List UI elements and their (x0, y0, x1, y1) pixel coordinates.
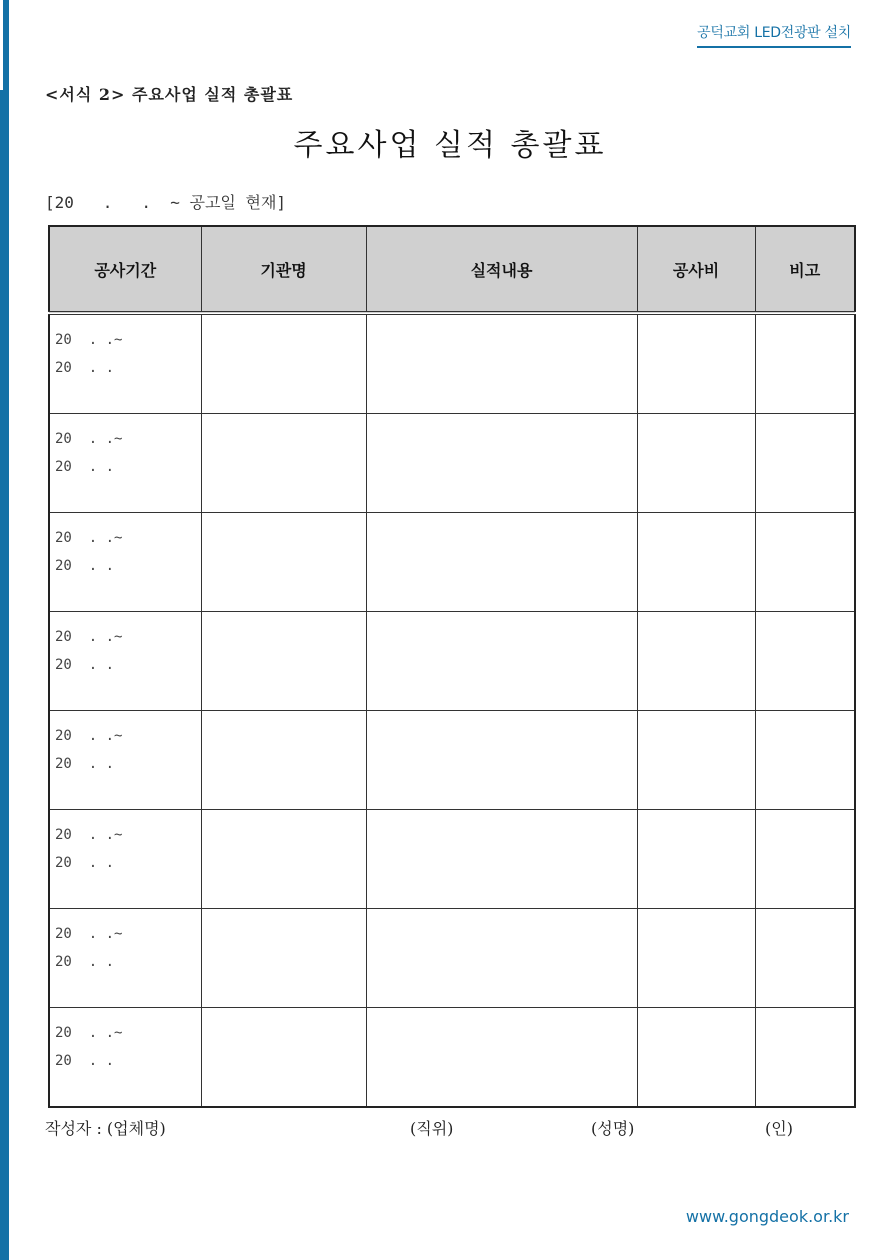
table-row (49, 313, 855, 414)
column-header-agency: 기관명 (201, 226, 366, 313)
author-position-label: (직위) (410, 1119, 454, 1138)
column-header-cost: 공사비 (637, 226, 755, 313)
agency-cell[interactable] (201, 711, 366, 810)
period-start: 20 . .~ (55, 1025, 123, 1041)
period-end: 20 . . (55, 1053, 115, 1069)
period-start: 20 . .~ (55, 728, 123, 744)
table-row (49, 1008, 855, 1108)
column-header-details: 실적내용 (366, 226, 637, 313)
details-cell[interactable] (366, 414, 637, 513)
details-cell[interactable] (366, 313, 637, 414)
remarks-cell[interactable] (755, 414, 855, 513)
document-header-title: 공덕교회 LED전광판 설치 (697, 22, 851, 48)
author-name-label: (성명) (591, 1119, 635, 1138)
details-cell[interactable] (366, 513, 637, 612)
form-number-label: <서식 2> 주요사업 실적 총괄표 (45, 85, 294, 104)
remarks-cell[interactable] (755, 313, 855, 414)
period-start: 20 . .~ (55, 629, 123, 645)
remarks-cell[interactable] (755, 513, 855, 612)
remarks-cell[interactable] (755, 810, 855, 909)
details-cell[interactable] (366, 810, 637, 909)
period-start: 20 . .~ (55, 827, 123, 843)
cost-cell[interactable] (637, 909, 755, 1008)
column-header-remarks: 비고 (755, 226, 855, 313)
period-end: 20 . . (55, 954, 115, 970)
period-start: 20 . .~ (55, 431, 123, 447)
period-end: 20 . . (55, 558, 115, 574)
agency-cell[interactable] (201, 612, 366, 711)
period-cell[interactable] (49, 513, 201, 612)
details-cell[interactable] (366, 612, 637, 711)
table-row (49, 414, 855, 513)
table-row (49, 711, 855, 810)
period-end: 20 . . (55, 855, 115, 871)
remarks-cell[interactable] (755, 909, 855, 1008)
cost-cell[interactable] (637, 810, 755, 909)
details-cell[interactable] (366, 909, 637, 1008)
period-cell[interactable] (49, 414, 201, 513)
period-start: 20 . .~ (55, 332, 123, 348)
column-header-period: 공사기간 (49, 226, 201, 313)
agency-cell[interactable] (201, 810, 366, 909)
period-cell[interactable] (49, 313, 201, 414)
period-cell[interactable] (49, 810, 201, 909)
period-start: 20 . .~ (55, 530, 123, 546)
agency-cell[interactable] (201, 909, 366, 1008)
cost-cell[interactable] (637, 711, 755, 810)
author-company-label: 작성자 : (업체명) (45, 1119, 166, 1138)
author-seal-label: (인) (765, 1119, 793, 1138)
footer-website-link[interactable]: www.gongdeok.or.kr (685, 1207, 849, 1226)
performance-table (48, 225, 856, 1108)
period-end: 20 . . (55, 657, 115, 673)
table-row (49, 513, 855, 612)
author-signature-line (45, 1116, 855, 1142)
cost-cell[interactable] (637, 513, 755, 612)
left-accent-bar (0, 0, 9, 1260)
period-end: 20 . . (55, 756, 115, 772)
date-range: [20 . . ~ 공고일 현재] (45, 193, 287, 212)
period-start: 20 . .~ (55, 926, 123, 942)
period-cell[interactable] (49, 1008, 201, 1108)
agency-cell[interactable] (201, 313, 366, 414)
table-header-row (49, 226, 855, 313)
period-cell[interactable] (49, 711, 201, 810)
period-cell[interactable] (49, 909, 201, 1008)
cost-cell[interactable] (637, 414, 755, 513)
cost-cell[interactable] (637, 1008, 755, 1108)
remarks-cell[interactable] (755, 1008, 855, 1108)
agency-cell[interactable] (201, 414, 366, 513)
agency-cell[interactable] (201, 513, 366, 612)
cost-cell[interactable] (637, 612, 755, 711)
agency-cell[interactable] (201, 1008, 366, 1108)
remarks-cell[interactable] (755, 612, 855, 711)
details-cell[interactable] (366, 711, 637, 810)
period-end: 20 . . (55, 459, 115, 475)
table-row (49, 909, 855, 1008)
table-row (49, 612, 855, 711)
remarks-cell[interactable] (755, 711, 855, 810)
page-title: 주요사업 실적 총괄표 (293, 128, 607, 163)
period-end: 20 . . (55, 360, 115, 376)
period-cell[interactable] (49, 612, 201, 711)
table-row (49, 810, 855, 909)
left-accent-notch (0, 0, 3, 90)
cost-cell[interactable] (637, 313, 755, 414)
details-cell[interactable] (366, 1008, 637, 1108)
